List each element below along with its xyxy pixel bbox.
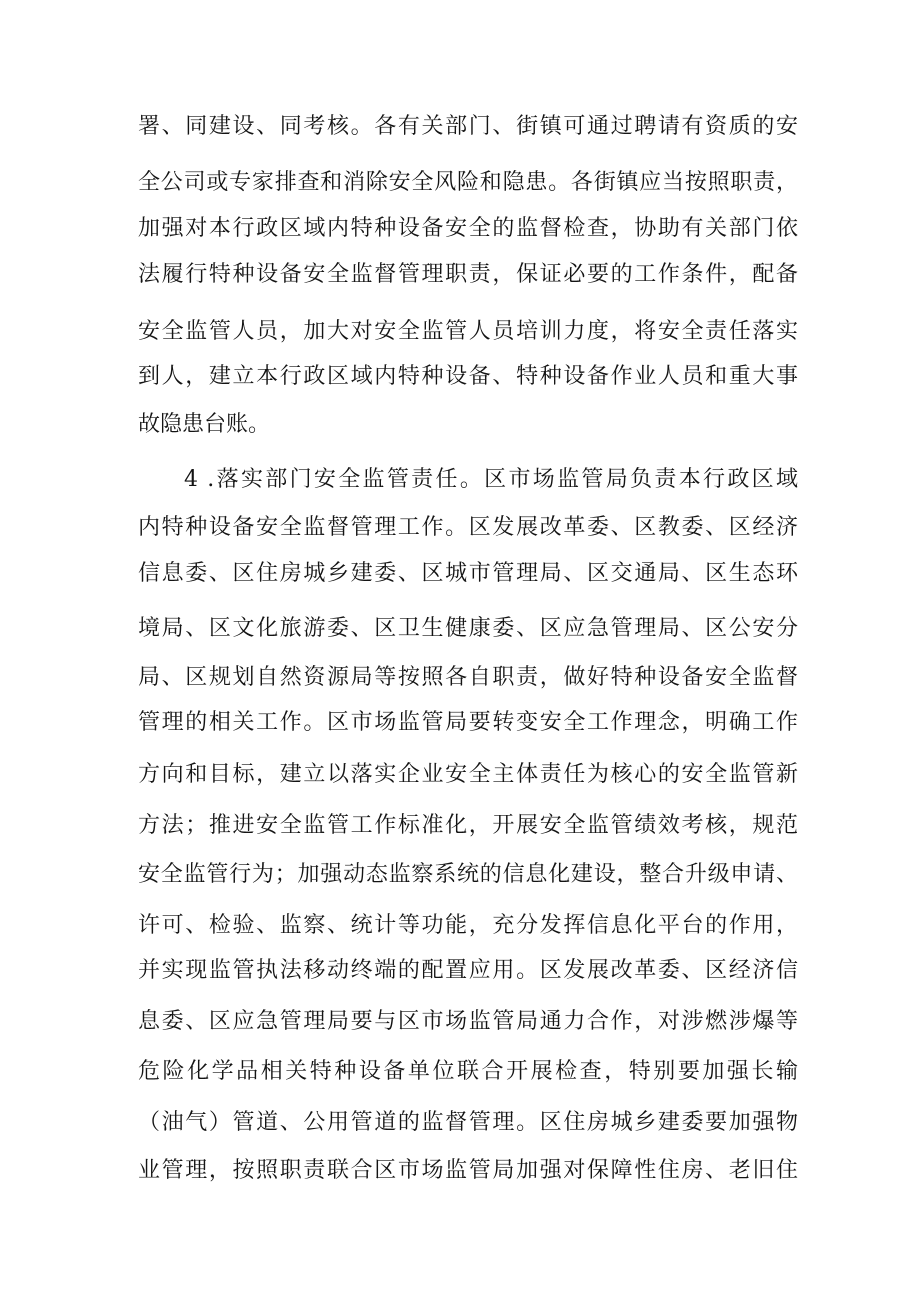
text-line: （油气）管道、公用管道的监督管理。区住房城乡建委要加强物 [138, 1110, 798, 1135]
text-line: 境局、区文化旅游委、区卫生健康委、区应急管理局、区公安分 [138, 616, 798, 641]
text-line: 安全监管行为；加强动态监察系统的信息化建设，整合升级申请、 [138, 862, 798, 887]
text-line: 并实现监管执法移动终端的配置应用。区发展改革委、区经济信 [138, 958, 798, 983]
text-line: 法履行特种设备安全监督管理职责，保证必要的工作条件，配备 [138, 262, 798, 287]
text-line: 故隐患台账。 [138, 412, 271, 437]
text-line: 加强对本行政区域内特种设备安全的监督检查，协助有关部门依 [138, 216, 798, 241]
section-heading-line: 4 .落实部门安全监管责任。区市场监管局负责本行政区域 [184, 467, 798, 492]
text-line: 方向和目标，建立以落实企业安全主体责任为核心的安全监管新 [138, 762, 798, 787]
text-line: 息委、区应急管理局要与区市场监管局通力合作，对涉燃涉爆等 [138, 1009, 798, 1034]
text-line: 安全监管人员，加大对安全监管人员培训力度，将安全责任落实 [138, 319, 798, 344]
text-line: 许可、检验、监察、统计等功能，充分发挥信息化平台的作用， [138, 913, 798, 938]
text-line: 内特种设备安全监督管理工作。区发展改革委、区教委、区经济 [138, 515, 798, 540]
text-line: 署、同建设、同考核。各有关部门、街镇可通过聘请有资质的安 [138, 114, 798, 139]
text-line: 全公司或专家排查和消除安全风险和隐患。各街镇应当按照职责， [138, 170, 798, 195]
text-line: 到人，建立本行政区域内特种设备、特种设备作业人员和重大事 [138, 364, 798, 389]
text-line: 业管理，按照职责联合区市场监管局加强对保障性住房、老旧住 [138, 1158, 798, 1183]
text-line: 局、区规划自然资源局等按照各自职责，做好特种设备安全监督 [138, 665, 798, 690]
text-line: 危险化学品相关特种设备单位联合开展检查，特别要加强长输 [138, 1059, 798, 1084]
text-line: 方法；推进安全监管工作标准化，开展安全监管绩效考核，规范 [138, 813, 798, 838]
text-line: 管理的相关工作。区市场监管局要转变安全工作理念，明确工作 [138, 710, 798, 735]
text-line: 信息委、区住房城乡建委、区城市管理局、区交通局、区生态环 [138, 561, 798, 586]
